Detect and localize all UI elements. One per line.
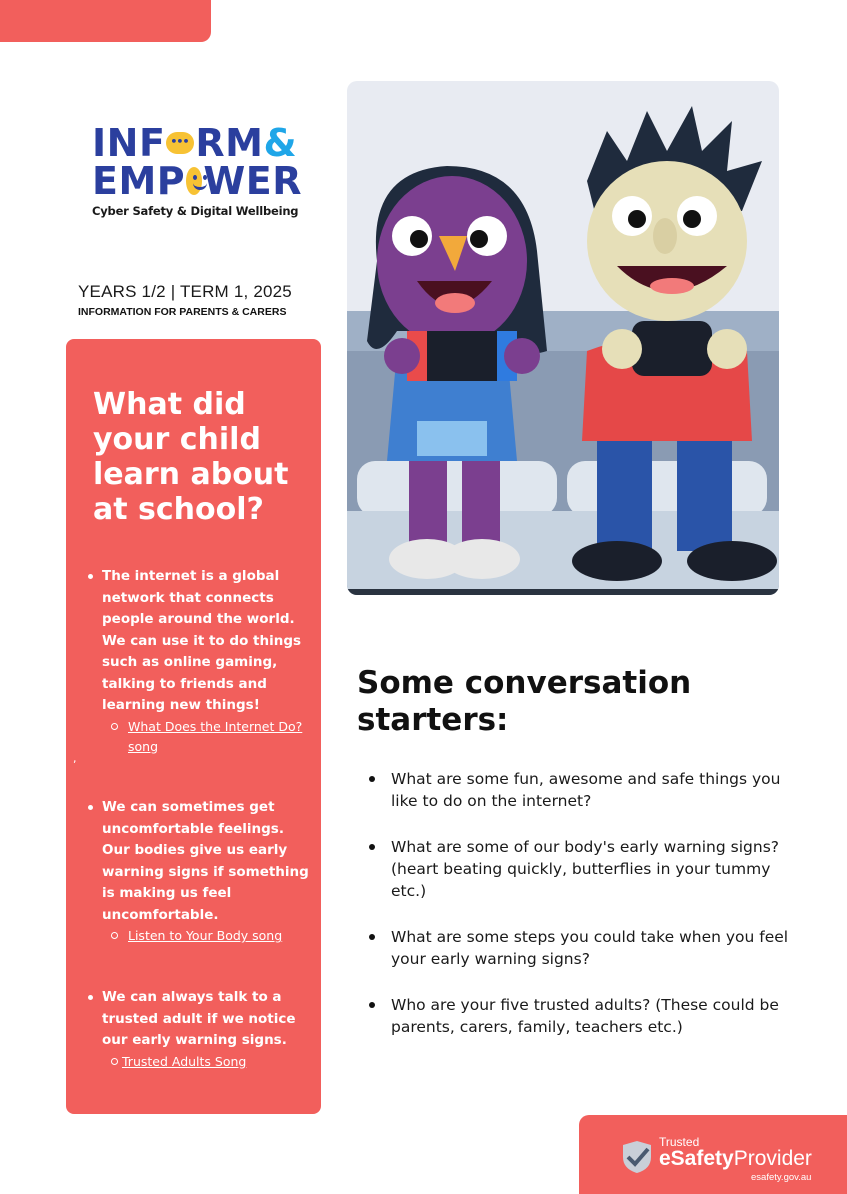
- badge-esafety-provider-label: eSafetyProvider: [659, 1147, 812, 1170]
- checkmark-shield-icon: [619, 1139, 655, 1175]
- song-link[interactable]: Trusted Adults Song: [86, 1052, 311, 1072]
- badge-trusted-label: Trusted: [659, 1135, 700, 1149]
- panel-title: What did your child learn about at school?: [93, 387, 289, 527]
- song-link[interactable]: What Does the Internet Do? song: [86, 717, 311, 757]
- learning-item-text: We can sometimes get uncomfortable feelings. Our bodies give us early warning signs if something is making us feel uncomfortable.: [86, 797, 311, 926]
- logo-tagline: Cyber Safety & Digital Wellbeing: [92, 204, 299, 218]
- learning-item: [86, 987, 311, 1072]
- school-learning-panel: [66, 339, 321, 1114]
- top-corner-tab: [0, 0, 211, 42]
- conversation-starters-title: Some conversation starters:: [357, 665, 692, 738]
- learning-item-text: The internet is a global network that connects people around the world. We can use it to do things such as online gaming, talking to friends and learning new things!: [86, 566, 311, 717]
- trusted-esafety-provider-badge: [579, 1115, 847, 1194]
- badge-url: esafety.gov.au: [751, 1172, 812, 1183]
- years-term-heading: YEARS 1/2 | TERM 1, 2025: [78, 282, 292, 301]
- learning-item: [86, 797, 311, 946]
- question-item: What are some fun, awesome and safe things you like to do on the internet?: [368, 768, 798, 812]
- info-subheading: INFORMATION FOR PARENTS & CARERS: [78, 306, 287, 318]
- learning-item: [86, 566, 311, 757]
- song-link[interactable]: Listen to Your Body song: [86, 926, 311, 946]
- speech-bubble-icon: [166, 132, 194, 154]
- smiley-face-icon: [186, 167, 202, 195]
- stray-comma: ,: [73, 752, 77, 765]
- question-item: Who are your five trusted adults? (These could be parents, carers, family, teachers etc.): [368, 994, 798, 1038]
- question-item: What are some steps you could take when you feel your early warning signs?: [368, 926, 798, 970]
- puppets-gaming-illustration: [347, 81, 779, 595]
- learning-item-text: We can always talk to a trusted adult if we notice our early warning signs.: [86, 987, 311, 1052]
- conversation-questions: [368, 768, 798, 1062]
- question-item: What are some of our body's early warning signs? (heart beating quickly, butterflies in your tummy etc.): [368, 836, 798, 902]
- inform-empower-logo: INF ••• RM & EMP WER Cyber Safety & Digital Wellbeing: [92, 124, 302, 218]
